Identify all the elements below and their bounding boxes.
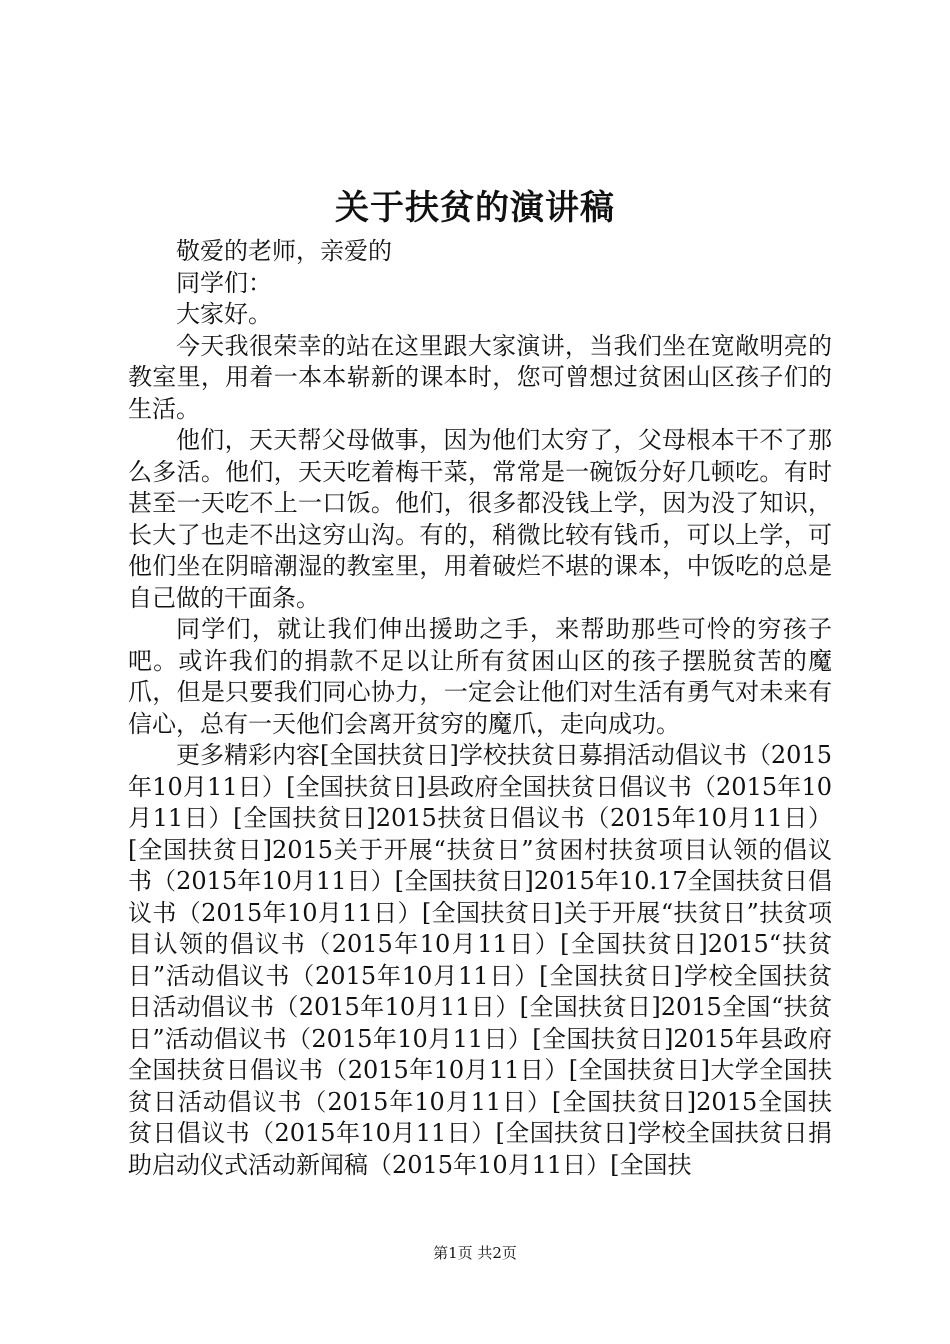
related-content-paragraph: 更多精彩内容[全国扶贫日]学校扶贫日募捐活动倡议书（2015年10月11日）[全国扶贫日]县政府全国扶贫日倡议书（2015年10月11日）[全国扶贫日]2015扶贫日倡议书（2015年10月11日）[全国扶贫日]2015关于开展“扶贫日”贫困村扶贫项目认领的倡议书（2015年10月11日）[全国扶贫日]2015年10.17全国扶贫日倡议书（2015年10月11日）[全国扶贫日]关于开展“扶贫日”扶贫项目认领的倡议书（2015年10月11日）[全国扶贫日]2015“扶贫日”活动倡议书（2015年10月11日）[全国扶贫日]学校全国扶贫日活动倡议书（2015年10月11日）[全国扶贫日]2015全国“扶贫日”活动倡议书（2015年10月11日）[全国扶贫日]2015年县政府全国扶贫日倡议书（2015年10月11日）[全国扶贫日]大学全国扶贫日活动倡议书（2015年10月11日）[全国扶贫日]2015全国扶贫日倡议书（2015年10月11日）[全国扶贫日]学校全国扶贫日捐助启动仪式活动新闻稿（2015年10月11日）[全国扶: [128, 741, 832, 1179]
body-paragraph: 今天我很荣幸的站在这里跟大家演讲，当我们坐在宽敞明亮的教室里，用着一本本崭新的课本时，您可曾想过贫困山区孩子们的生活。: [128, 331, 832, 423]
greeting-line-continued: 同学们：: [176, 268, 272, 297]
salutation: 大家好。: [176, 300, 272, 328]
page-footer: 第1页 共2页: [433, 1244, 517, 1262]
document-title: 关于扶贫的演讲稿: [335, 188, 615, 228]
body-paragraph: 他们，天天帮父母做事，因为他们太穷了，父母根本干不了那么多活。他们，天天吃着梅干菜，常常是一碗饭分好几顿吃。有时甚至一天吃不上一口饭。他们，很多都没钱上学，因为没了知识，长大了也走不出这穷山沟。有的，稍微比较有钱币，可以上学，可他们坐在阴暗潮湿的教室里，用着破烂不堪的课本，中饭吃的总是自己做的干面条。: [128, 426, 832, 612]
document-body: [128, 236, 832, 1181]
greeting-line: 敬爱的老师，亲爱的: [176, 237, 392, 265]
body-paragraph: 同学们，就让我们伸出援助之手，来帮助那些可怜的穷孩子吧。或许我们的捐款不足以让所有贫困山区的孩子摆脱贫苦的魔爪，但是只要我们同心协力，一定会让他们对生活有勇气对未来有信心，总有一天他们会离开贫穷的魔爪，走向成功。: [128, 615, 832, 738]
